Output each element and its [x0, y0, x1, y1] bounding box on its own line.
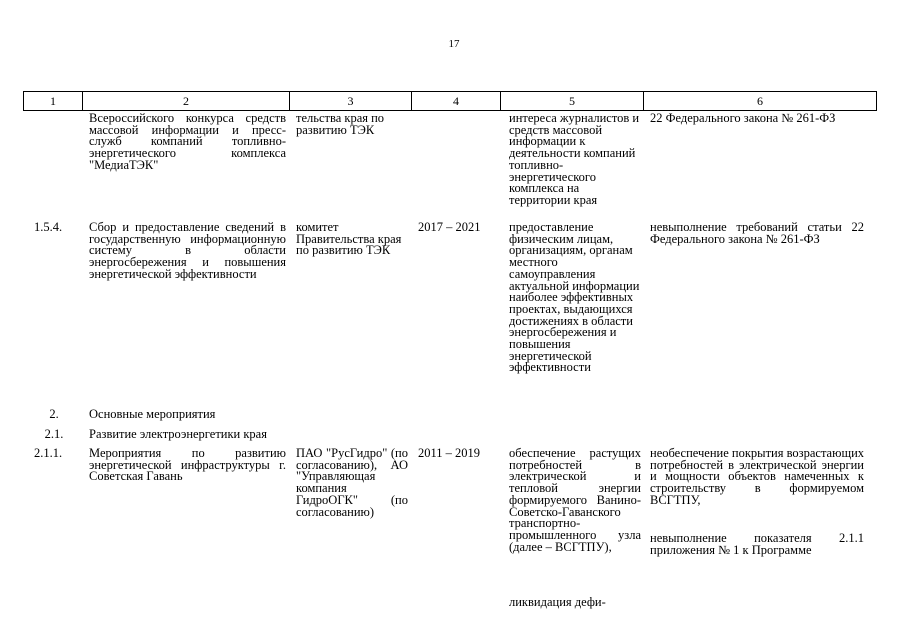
table-cell-result-continued: ликвидация дефи-	[509, 595, 606, 609]
table-cell-result: обеспечение растущих потребностей в электрической и тепловой энергии формируемого Ванино-Советско-Гаванского транспортно-промышленного узла (далее – ВСГТПУ),	[509, 446, 641, 554]
table-cell-executor: тельства края по развитию ТЭК	[296, 111, 385, 137]
table-cell-num: 2.1.1.	[34, 446, 63, 460]
table-cell-executor: ПАО "РусГидро" (по согласованию), АО "Управляющая компания ГидроОГК" (по согласованию)	[296, 446, 408, 519]
column-header: 3	[290, 92, 412, 111]
column-header: 2	[83, 92, 290, 111]
table-cell-measure: Мероприятия по развитию энергетической инфраструктуры г. Советская Гавань	[89, 446, 286, 484]
subsection-heading: Развитие электроэнергетики края	[89, 427, 267, 441]
table-cell-num: 2.	[49, 407, 59, 421]
table-cell-result: предоставление физическим лицам, организациям, органам местного самоуправления актуальной информации наиболее эффективных проектах, выдающихся достижениях в области энергосбережения и повышения энергетической эффективности	[509, 220, 640, 375]
table-cell-num: 1.5.4.	[34, 220, 63, 234]
table-cell-period: 2017 – 2021	[418, 220, 481, 234]
table-cell-result: интереса журналистов и средств массовой информации к деятельности компаний топливно-энергетического комплекса на территории края	[509, 111, 640, 207]
column-header: 5	[501, 92, 644, 111]
column-header: 6	[644, 92, 877, 111]
table-cell-measure: Всероссийского конкурса средств массовой информации и пресс-служб компаний топливно-энергетического комплекса "МедиаТЭК"	[89, 111, 286, 172]
column-header: 1	[24, 92, 83, 111]
table-cell-num: 2.1.	[44, 427, 64, 441]
table-cell-consequence: необеспечение покрытия возрастающих потребностей в электрической энергии и мощности объектов намеченных к строительству в формируемом ВСГТПУ,	[650, 446, 865, 507]
table-cell-period: 2011 – 2019	[418, 446, 481, 460]
table-cell-consequence: 22 Федерального закона № 261-ФЗ	[650, 111, 836, 125]
table-cell-consequence-continued: невыполнение показателя 2.1.1 приложения № 1 к Программе	[650, 531, 864, 557]
column-header: 4	[412, 92, 501, 111]
column-header-row	[23, 91, 877, 111]
table-cell-measure: Сбор и предоставление сведений в государственную информационную систему в области энергосбережения и повышения энергетической эффективности	[89, 220, 286, 281]
table-cell-consequence: невыполнение требований статьи 22 Федерального закона № 261-ФЗ	[650, 220, 864, 246]
page-number: 17	[448, 38, 460, 50]
section-heading: Основные мероприятия	[89, 407, 216, 421]
table-cell-executor: комитет Правительства края по развитию ТЭК	[296, 220, 402, 258]
